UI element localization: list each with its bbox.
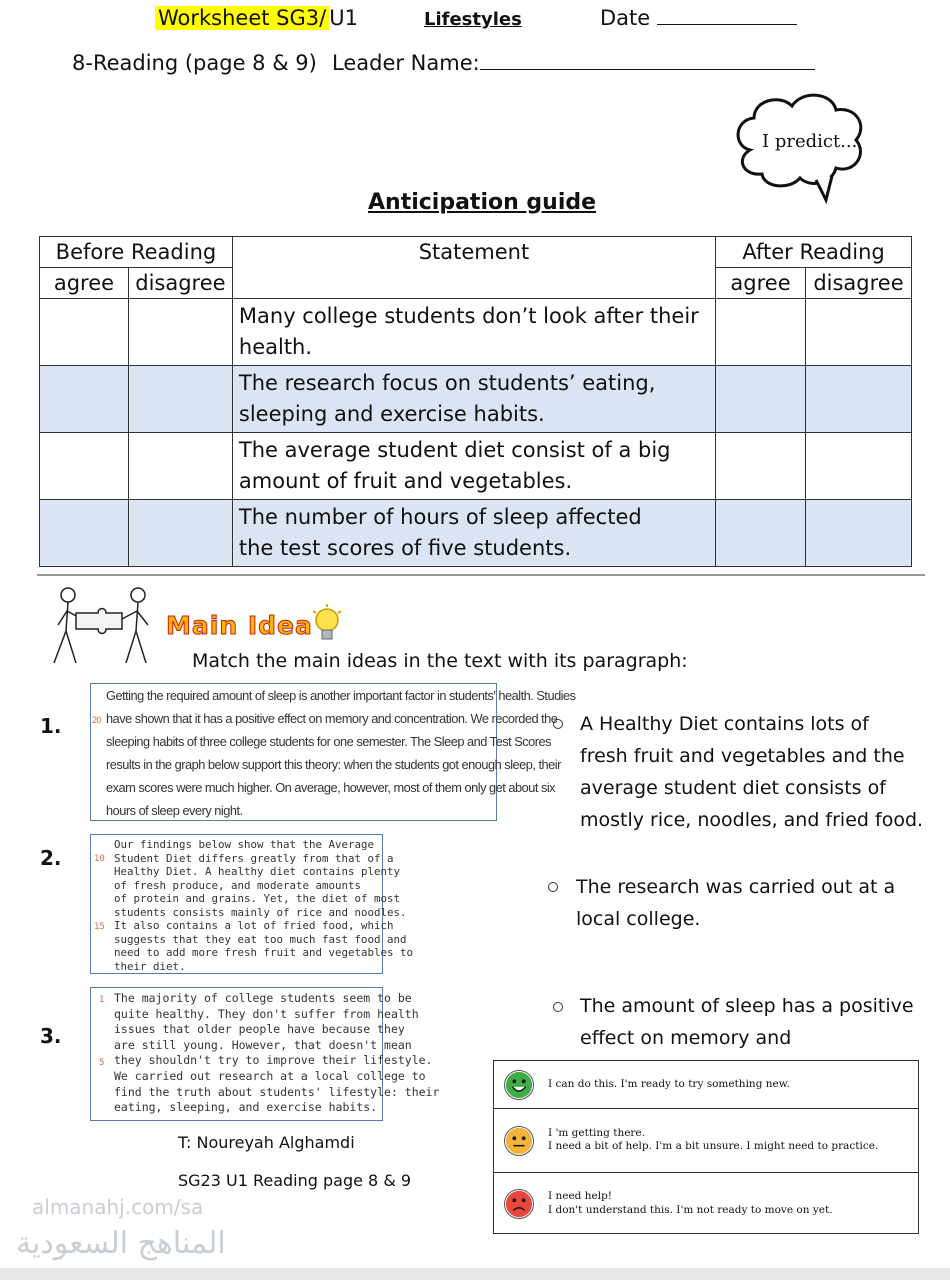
guide-title: Anticipation guide [368,190,597,215]
statement-line: amount of fruit and vegetables. [238,469,573,493]
rubric-text [548,1078,790,1090]
happy-face-icon [504,1070,534,1100]
puzzle-people-icon [46,585,158,667]
paragraph-line: need to add more fresh fruit and vegetables to [114,946,414,959]
option-line: effect on memory and [580,1027,792,1049]
statement-line: the test scores of five students. [238,536,572,560]
main-idea-title: Main Idea [166,611,313,640]
before-disagree-cell[interactable] [128,500,232,567]
after-disagree-cell[interactable] [806,299,912,366]
paragraph-line: Getting the required amount of sleep is another important factor in students' health. Studies [106,688,576,703]
rubric-row[interactable] [494,1061,918,1109]
paragraph-line: of fresh produce, and moderate amounts [114,878,362,892]
rubric-row[interactable] [494,1109,918,1173]
line-number: 5 [99,1058,105,1068]
bubble-text: I predict... [762,131,858,152]
date-field [600,6,797,30]
main-idea-option[interactable] [580,708,923,836]
option-line: The research was carried out at a [576,876,896,898]
paragraph-line: results in the graph below support this theory: when the students got enough sleep, their [106,757,561,772]
before-agree-cell[interactable] [40,500,129,567]
rubric-row[interactable] [494,1173,918,1233]
table-row [40,500,912,567]
statement-line: The average student diet consist of a big [238,438,671,462]
statement-line: Many college students don’t look after their [238,304,699,328]
paragraph-line: Our findings below show that the Average [114,838,375,851]
paragraph-line: hours of sleep every night. [106,803,243,818]
after-agree-cell[interactable] [716,366,806,433]
rubric-line: I 'm getting there. [548,1127,645,1139]
paragraph-number: 1. [40,714,62,738]
rubric-line: I need help! [548,1190,613,1202]
main-idea-option[interactable] [576,871,895,935]
line-number: 1 [99,995,105,1005]
paragraph-box [90,987,440,1121]
statement-line: sleeping and exercise habits. [238,402,545,426]
option-bullet-icon[interactable] [553,1002,563,1012]
line-number: 15 [94,922,105,932]
rubric-line: I don't understand this. I'm not ready to move on yet. [548,1204,833,1216]
before-reading-header: Before Reading [40,237,233,268]
section-divider [37,574,925,576]
paragraph-line: Healthy Diet. A healthy diet contains plenty [114,865,401,878]
main-idea-instruction: Match the main ideas in the text with its paragraph: [192,650,688,672]
after-disagree-cell[interactable] [806,433,912,500]
option-line: A Healthy Diet contains lots of [580,713,869,735]
page-reference: SG23 U1 Reading page 8 & 9 [178,1171,412,1190]
paragraph-box [90,834,414,974]
rubric-line: I need a bit of help. I'm a bit unsure. I might need to practice. [548,1140,879,1152]
watermark-arabic: المناهج السعودية [16,1226,226,1261]
statement-line: The number of hours of sleep affected [238,505,642,529]
paragraph-line: The majority of college students seem to be [114,991,412,1005]
line-number: 20 [92,715,102,725]
rubric-line: I can do this. I'm ready to try something new. [548,1078,790,1090]
before-agree-cell[interactable] [40,366,129,433]
paragraph-line: their diet. [114,959,186,973]
sad-face-icon [504,1189,534,1219]
neutral-face-icon [504,1126,534,1156]
worksheet-title [155,6,358,30]
paragraph-number: 2. [40,846,62,870]
paragraph-line: issues that older people have because they [114,1022,405,1037]
line-number: 10 [94,854,105,864]
statement-line: health. [238,335,313,359]
after-reading-header: After Reading [716,237,912,268]
table-row [40,366,912,433]
paragraph-line: students consists mainly of rice and noodles. [114,905,407,919]
before-disagree-cell[interactable] [128,299,232,366]
paragraph-line: sleeping habits of three college students for one semester. The Sleep and Test Scores [106,734,552,749]
after-agree-header: agree [716,268,806,299]
paragraph-line: suggests that they eat too much fast food and [114,932,407,946]
paragraph-box [90,683,576,821]
before-disagree-cell[interactable] [128,366,232,433]
before-agree-cell[interactable] [40,433,129,500]
reading-line [72,51,317,75]
statement-cell [232,433,715,500]
main-idea-option[interactable] [580,990,914,1054]
table-row [40,299,912,366]
worksheet-code: Worksheet SG3/ [155,6,329,30]
paragraph-line: It also contains a lot of fried food, which [114,919,394,932]
paragraph-line: find the truth about students' lifestyle: their [114,1084,440,1099]
statement-line: The research focus on students’ eating, [238,371,656,395]
worksheet-unit: U1 [329,6,358,30]
after-agree-cell[interactable] [716,433,806,500]
anticipation-table [39,236,912,567]
after-disagree-cell[interactable] [806,500,912,567]
paragraph-line: have shown that it has a positive effect on memory and concentration. We recorded the [106,711,558,726]
page-bottom-edge [0,1268,950,1280]
paragraph-line: We carried out research at a local college to [114,1068,426,1083]
table-row [40,433,912,500]
date-blank [657,24,797,25]
before-agree-header: agree [40,268,129,299]
option-bullet-icon[interactable] [553,719,563,729]
statement-header: Statement [232,237,715,299]
option-line: fresh fruit and vegetables and the [580,745,905,767]
paragraph-line: they shouldn't try to improve their lifestyle. [114,1053,433,1068]
option-line: average student diet consists of [580,777,886,799]
topic-title: Lifestyles [424,9,522,30]
statement-cell [232,366,715,433]
rubric-text [548,1127,878,1153]
after-disagree-header: disagree [806,268,912,299]
option-line: local college. [576,908,701,930]
leader-label: Leader Name: [332,51,480,75]
rubric-text [548,1189,833,1217]
paragraph-line: quite healthy. They don't suffer from health [114,1006,419,1021]
option-line: The amount of sleep has a positive [580,995,914,1017]
reading-label: 8-Reading (page 8 & 9) [72,51,317,75]
before-disagree-cell[interactable] [128,433,232,500]
teacher-name: T: Noureyah Alghamdi [178,1133,355,1152]
lightbulb-icon [310,603,344,647]
before-agree-cell[interactable] [40,299,129,366]
paragraph-line: of protein and grains. Yet, the diet of most [114,892,401,905]
after-disagree-cell[interactable] [806,366,912,433]
option-line: mostly rice, noodles, and fried food. [580,809,924,831]
after-agree-cell[interactable] [716,500,806,567]
leader-blank [480,69,815,70]
paragraph-number: 3. [40,1024,62,1048]
before-disagree-header: disagree [128,268,232,299]
leader-field [332,51,815,75]
paragraph-line: exam scores were much higher. On average, however, most of them only get about six [106,780,556,795]
self-assessment-box [493,1060,919,1234]
watermark-url: almanahj.com/sa [32,1195,204,1219]
after-agree-cell[interactable] [716,299,806,366]
option-bullet-icon[interactable] [548,882,558,892]
paragraph-line: eating, sleeping, and exercise habits. [114,1100,378,1115]
paragraph-line: are still young. However, that doesn't mean [114,1037,412,1052]
statement-cell [232,500,715,567]
date-label: Date [600,6,651,30]
paragraph-line: Student Diet differs greatly from that of a [114,851,394,865]
statement-cell [232,299,715,366]
